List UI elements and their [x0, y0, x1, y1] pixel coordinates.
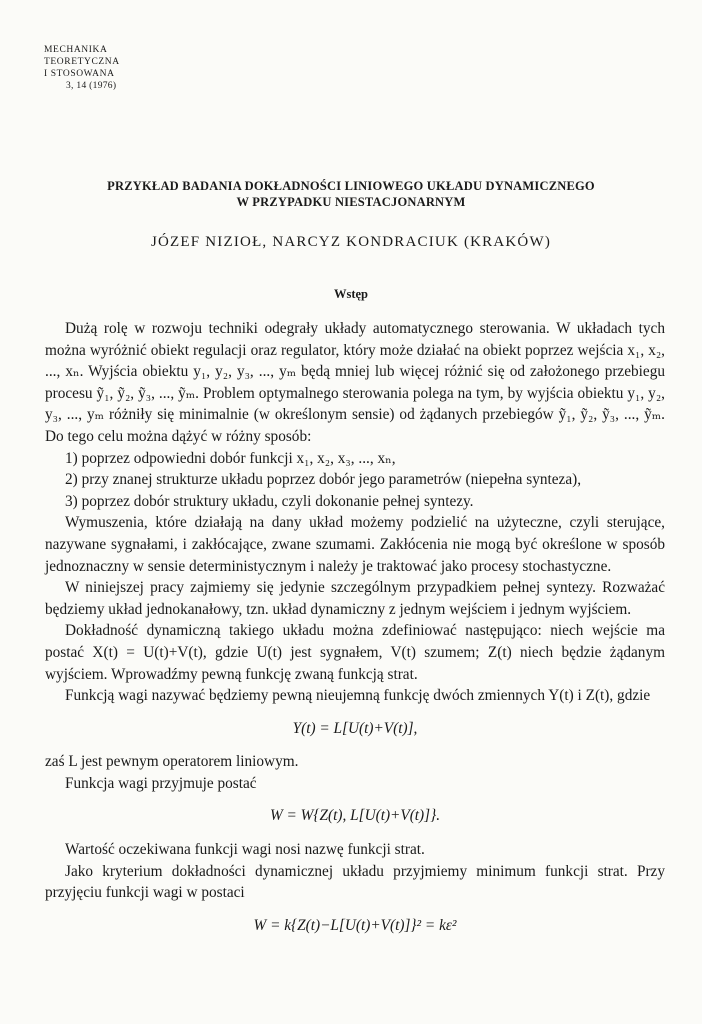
paragraph-operator: zaś L jest pewnym operatorem liniowym.	[45, 753, 299, 771]
authors: JÓZEF NIZIOŁ, NARCYZ KONDRACIUK (KRAKÓW)	[150, 234, 552, 250]
list-item-2: 2) przy znanej strukturze układu poprzez dobór jego parametrów (niepełna synteza),	[65, 471, 582, 489]
journal-name-line1: MECHANIKA	[44, 45, 108, 55]
paragraph-intro: Dużą rolę w rozwoju techniki odegrały układy automatycznego sterowania. W układach tych można wyróżnić obiekt regulacji oraz regulator, który może działać na obiekt poprzez wejścia x₁, x₂, ..., xₙ. Wyjścia obiektu y₁, y₂, y₃, ..., yₘ będą mniej lub więcej różnić się od założonego przebiegu procesu ỹ₁, ỹ₂, ỹ₃, ..., ỹₘ. Problem optymalnego sterowania polega na tym, by wyjścia obiektu y₁, y₂, y₃, ..., yₘ różniły się minimalnie (w określonym sensie) od żądanych przebiegów ỹ₁, ỹ₂, ỹ₃, ..., ỹₘ. Do tego celu można dążyć w różny sposób:	[45, 320, 665, 445]
equation-2: W = W{Z(t), L[U(t)+V(t)]}.	[269, 807, 441, 825]
list-item-1: 1) poprzez odpowiedni dobór funkcji x₁, x₂, x₃, ..., xₙ,	[65, 449, 396, 467]
list-item-3: 3) poprzez dobór struktury układu, czyli dokonanie pełnej syntezy.	[65, 492, 474, 510]
paragraph-forcing: Wymuszenia, które działają na dany układ możemy podzielić na użyteczne, czyli sterujące, nazywane sygnałami, i zakłócające, zwane szumami. Zakłócenia nie mogą być określone w sposób jednoznaczny w sensie deterministycznym i należy je traktować jako procesy stochastyczne.	[45, 514, 665, 575]
section-heading: Wstęp	[333, 287, 369, 301]
paragraph-weight-form: Funkcja wagi przyjmuje postać	[65, 774, 257, 792]
journal-header	[44, 44, 120, 92]
equation-3: W = k{Z(t)−L[U(t)+V(t)]}² = kε²	[253, 916, 457, 934]
body-text	[45, 318, 665, 948]
paragraph-criterion: Jako kryterium dokładności dynamicznej układu przyjmiemy minimum funkcji strat. Przy przyjęciu funkcji wagi w postaci	[45, 862, 665, 902]
paper-title	[40, 178, 662, 210]
title-line2: W PRZYPADKU NIESTACJONARNYM	[236, 195, 466, 209]
journal-name-line2: TEORETYCZNA	[44, 57, 120, 67]
title-line1: PRZYKŁAD BADANIA DOKŁADNOŚCI LINIOWEGO UKŁADU DYNAMICZNEGO	[107, 179, 595, 193]
paragraph-weight-function: Funkcją wagi nazywać będziemy pewną nieujemną funkcję dwóch zmiennych Y(t) i Z(t), gdzie	[65, 687, 651, 705]
journal-name-line3: I STOSOWANA	[44, 69, 115, 79]
paragraph-loss-function: Wartość oczekiwana funkcji wagi nosi nazwę funkcji strat.	[65, 841, 425, 859]
journal-volume: 3, 14 (1976)	[66, 81, 117, 91]
paragraph-scope: W niniejszej pracy zajmiemy się jedynie szczególnym przypadkiem pełnej syntezy. Rozważać będziemy układ jednokanałowy, tzn. układ dynamiczny z jednym wejściem i jednym wyjściem.	[45, 579, 665, 618]
equation-1: Y(t) = L[U(t)+V(t)],	[292, 719, 418, 737]
paragraph-definition: Dokładność dynamiczną takiego układu można zdefiniować następująco: niech wejście ma postać X(t) = U(t)+V(t), gdzie U(t) jest sygnałem, V(t) szumem; Z(t) niech będzie żądanym wyjściem. Wprowadźmy pewną funkcję zwaną funkcją strat.	[45, 622, 665, 683]
